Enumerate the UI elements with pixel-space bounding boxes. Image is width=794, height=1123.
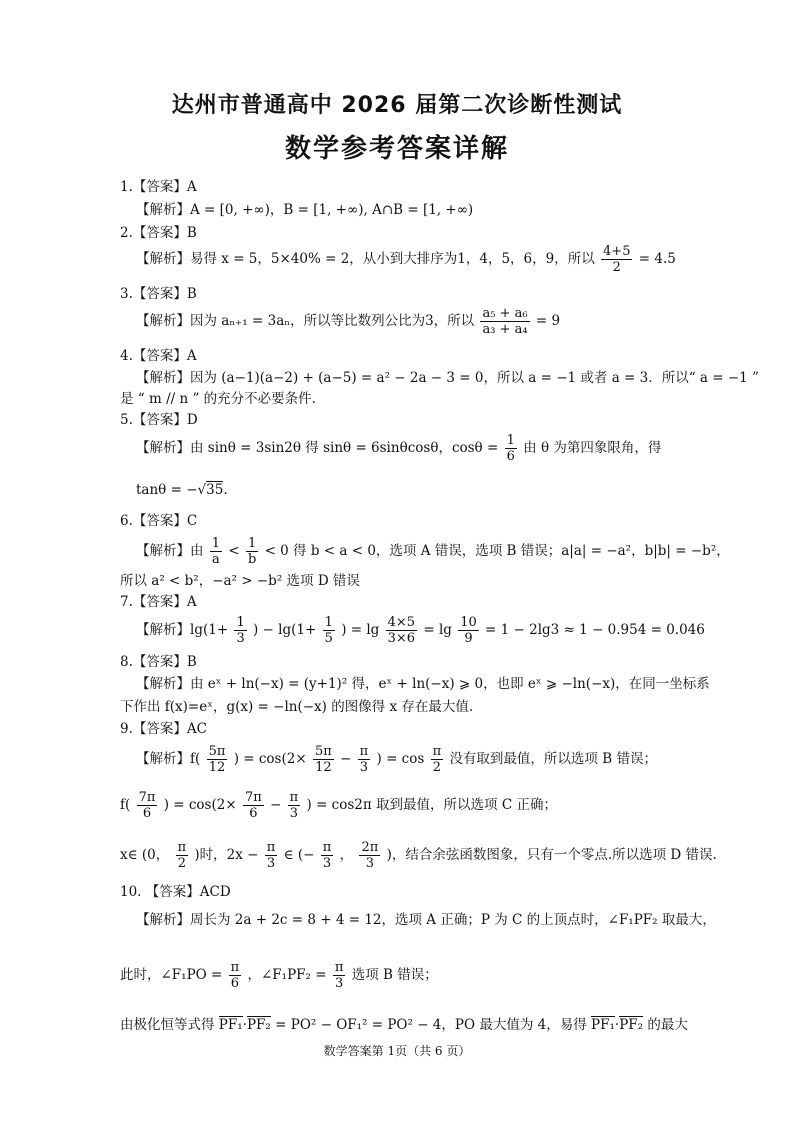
q9-explanation-line2: f( $\frac{7\pi}{6}$ ) = cos(2× $\frac{7\pi}{6}$ − $\frac{\pi}{3}$ ) = cos2π 取到最值，所以选项 C 正确； bbox=[120, 790, 557, 821]
fraction: $\frac{\pi}{3}$ bbox=[334, 960, 344, 991]
fraction: $\frac{7\pi}{6}$ bbox=[138, 790, 156, 821]
q9-answer: 9.【答案】AC bbox=[120, 721, 207, 737]
vector: PF₂ bbox=[619, 1017, 644, 1033]
vector: PF₁ bbox=[591, 1017, 615, 1033]
q10-explanation-line3: 由极化恒等式得 PF₁·PF₂ = PO² − OF₁² = PO² − 4，PO 最大值为 4，易得 PF₁·PF₂ 的最大 bbox=[120, 1017, 688, 1033]
document-title: 达州市普通高中 2026 届第二次诊断性测试 bbox=[171, 93, 623, 118]
fraction: $\frac{\pi}{6}$ bbox=[230, 960, 240, 991]
fraction: $\frac{\pi}{3}$ bbox=[289, 790, 299, 821]
q6-answer: 6.【答案】C bbox=[120, 513, 198, 529]
q10-explanation-line2: 此时，∠F₁PO = $\frac{\pi}{6}$ ，∠F₁PF₂ = $\frac{\pi}{3}$ 选项 B 错误； bbox=[120, 960, 438, 991]
q7-answer: 7.【答案】A bbox=[120, 594, 197, 610]
fraction: $\frac{\text{a₅ + a₆}}{\text{a₃ + a₄}}$ bbox=[482, 306, 528, 337]
fraction: $\frac{1}{3}$ bbox=[236, 615, 245, 646]
q4-explanation: 【解析】因为 (a−1)(a−2) + (a−5) = a² − 2a − 3 = 0，所以 a = −1 或者 a = 3．所以“ a = −1 ” bbox=[136, 370, 759, 386]
q1-explanation: 【解析】A = [0, +∞)，B = [1, +∞), A∩B = [1, +∞) bbox=[136, 202, 474, 218]
page-footer: 数学答案第 1页（共 6 页） bbox=[323, 1044, 471, 1058]
document-subtitle: 数学参考答案详解 bbox=[284, 134, 509, 164]
q7-explanation: 【解析】lg(1+ $\frac{1}{3}$ ) − lg(1+ $\frac{1}{5}$ ) = lg $\frac{4\times 5}{3\times 6}$ = lg $\frac{10}{9}$ = 1 − 2lg3 ≈ 1 − 0.954 = 0.046 bbox=[136, 615, 705, 646]
vector: PF₁ bbox=[218, 1017, 243, 1033]
q8-explanation: 【解析】由 eˣ + ln(−x) = (y+1)² 得，eˣ + ln(−x) ⩾ 0，也即 eˣ ⩾ −ln(−x)，在同一坐标系 bbox=[136, 676, 710, 692]
fraction: $\frac{1}{a}$ bbox=[211, 536, 221, 567]
q2-explanation: 【解析】易得 x = 5，5×40% = 2，从小到大排序为1，4，5，6，9，所以 $\frac{4+5}{2}$ = 4.5 bbox=[136, 244, 676, 275]
q6-explanation-cont: 所以 a² < b²，−a² > −b² 选项 D 错误 bbox=[120, 573, 360, 589]
fraction: $\frac{\pi}{3}$ bbox=[266, 840, 276, 871]
q4-answer: 4.【答案】A bbox=[120, 348, 197, 364]
fraction: $\frac{1}{5}$ bbox=[324, 615, 333, 646]
vector: PF₂ bbox=[246, 1017, 271, 1033]
q9-explanation: 【解析】f( $\frac{5\pi}{12}$ ) = cos(2× $\frac{5\pi}{12}$ − $\frac{\pi}{3}$ ) = cos $\frac{\pi}{2}$ 没有取到最值，所以选项 B 错误； bbox=[136, 744, 657, 775]
fraction: $\frac{4+5}{2}$ bbox=[603, 244, 631, 275]
fraction: $\frac{1}{6}$ bbox=[506, 433, 515, 464]
q5-explanation-cont: tanθ = −√35. bbox=[136, 482, 228, 498]
q8-answer: 8.【答案】B bbox=[120, 654, 197, 670]
q5-answer: 5.【答案】D bbox=[120, 412, 198, 428]
fraction: $\frac{\pi}{3}$ bbox=[322, 840, 332, 871]
fraction: $\frac{\pi}{3}$ bbox=[359, 744, 369, 775]
fraction: $\frac{10}{9}$ bbox=[460, 615, 477, 646]
fraction: $\frac{5\pi}{12}$ bbox=[208, 744, 226, 775]
fraction: $\frac{\pi}{2}$ bbox=[177, 840, 187, 871]
fraction: $\frac{\pi}{2}$ bbox=[432, 744, 442, 775]
fraction: $\frac{5\pi}{12}$ bbox=[314, 744, 332, 775]
q3-answer: 3.【答案】B bbox=[120, 286, 197, 302]
q6-explanation: 【解析】由 $\frac{1}{a}$ < $\frac{1}{b}$ < 0 得 b < a < 0，选项 A 错误，选项 B 错误；a|a| = −a²，b|b| = −b²， bbox=[136, 536, 730, 567]
fraction: $\frac{7\pi}{6}$ bbox=[244, 790, 262, 821]
q5-explanation: 【解析】由 sinθ = 3sin2θ 得 sinθ = 6sinθcosθ，cosθ = $\frac{1}{6}$ 由 θ 为第四象限角，得 bbox=[136, 433, 662, 464]
fraction: $\frac{2\pi}{3}$ bbox=[361, 840, 379, 871]
q2-answer: 2.【答案】B bbox=[120, 225, 197, 241]
q10-explanation: 【解析】周长为 2a + 2c = 8 + 4 = 12，选项 A 正确；P 为 C 的上顶点时，∠F₁PF₂ 取最大， bbox=[136, 912, 716, 928]
fraction: $\frac{1}{b}$ bbox=[247, 536, 257, 567]
q4-explanation-cont: 是 “ m // n ” 的充分不必要条件. bbox=[120, 391, 316, 407]
q9-explanation-line3: x∈ (0， $\frac{\pi}{2}$ )时，2x − $\frac{\pi}{3}$ ∈ (− $\frac{\pi}{3}$ ， $\frac{2\pi}{3}$ )，结合余弦函数图象，只有一个零点.所以选项 D 错误. bbox=[120, 840, 717, 871]
q1-answer: 1.【答案】A bbox=[120, 179, 197, 195]
fraction: $\frac{4\times 5}{3\times 6}$ bbox=[387, 615, 416, 646]
q3-explanation: 【解析】因为 aₙ₊₁ = 3aₙ，所以等比数列公比为3，所以 $\frac{\text{a₅ + a₆}}{\text{a₃ + a₄}}$ = 9 bbox=[136, 306, 561, 337]
q8-explanation-cont: 下作出 f(x)=eˣ，g(x) = −ln(−x) 的图像得 x 存在最大值. bbox=[120, 699, 474, 715]
q10-answer: 10. 【答案】ACD bbox=[120, 884, 231, 900]
